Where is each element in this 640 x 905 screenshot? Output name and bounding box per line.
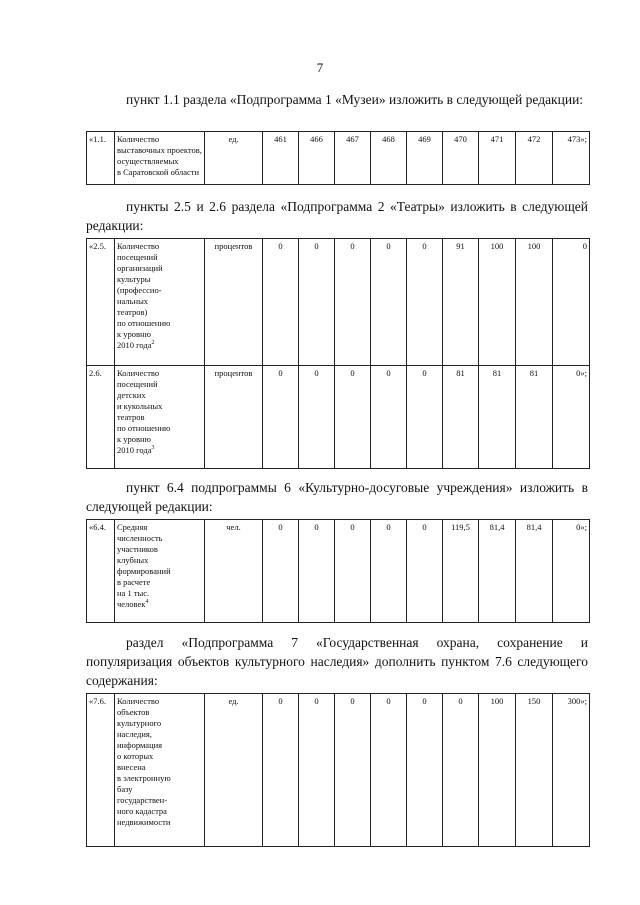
indicator-name-line: объектов bbox=[117, 707, 150, 717]
unit-cell: ед. bbox=[205, 132, 263, 185]
indicator-name-line: театров) bbox=[117, 307, 148, 317]
value-cell: 466 bbox=[299, 132, 335, 185]
indicator-name-line: наследия, bbox=[117, 729, 152, 739]
indicator-name-line: недвижимости bbox=[117, 817, 171, 827]
indicator-name-line: (профессио- bbox=[117, 285, 162, 295]
table-theatres bbox=[86, 238, 590, 469]
value-cell: 91 bbox=[443, 239, 479, 366]
indicator-name-line: нальных bbox=[117, 296, 149, 306]
value-cell: 0 bbox=[371, 520, 407, 623]
unit-cell: процентов bbox=[205, 239, 263, 366]
unit-cell: процентов bbox=[205, 366, 263, 469]
footnote-mark: 2 bbox=[151, 340, 155, 347]
indicator-name-line: посещений bbox=[117, 252, 158, 262]
value-cell: 461 bbox=[263, 132, 299, 185]
indicator-name-line: о которых bbox=[117, 751, 154, 761]
indicator-name-line: в Саратовской области bbox=[117, 167, 200, 177]
paragraph-heritage: раздел «Подпрограмма 7 «Государственная охрана, сохранение и популяризация объектов культурного наследия» дополнить пунктом 7.6 следующего содержания: bbox=[86, 635, 588, 688]
indicator-name bbox=[115, 132, 205, 185]
indicator-name-line: посещений bbox=[117, 379, 158, 389]
row-number: «2.5. bbox=[87, 239, 115, 366]
indicator-name-line: базу bbox=[117, 784, 133, 794]
indicator-name-line: Количество bbox=[117, 134, 160, 144]
indicator-name-line: по отношению bbox=[117, 318, 171, 328]
value-cell: 0 bbox=[263, 366, 299, 469]
value-cell: 0 bbox=[299, 366, 335, 469]
value-cell: 468 bbox=[371, 132, 407, 185]
indicator-name-line: формирований bbox=[117, 566, 171, 576]
indicator-name-line: Количество bbox=[117, 696, 160, 706]
value-cell: 0 bbox=[335, 366, 371, 469]
value-cell: 472 bbox=[516, 132, 553, 185]
paragraph-cultural-centres: пункт 6.4 подпрограммы 6 «Культурно-досуговые учреждения» изложить в следующей редакции: bbox=[86, 480, 588, 514]
paragraph-theatres: пункты 2.5 и 2.6 раздела «Подпрограмма 2 «Театры» изложить в следующей редакции: bbox=[86, 199, 588, 233]
value-cell: 0 bbox=[407, 694, 443, 847]
value-cell: 0 bbox=[335, 520, 371, 623]
value-cell: 100 bbox=[479, 694, 516, 847]
value-cell: 0 bbox=[407, 520, 443, 623]
indicator-name-line: культуры bbox=[117, 274, 151, 284]
value-cell: 0 bbox=[263, 520, 299, 623]
indicator-name-line: 2010 года bbox=[117, 445, 152, 455]
row-number: «1.1. bbox=[87, 132, 115, 185]
indicator-name-line: информация bbox=[117, 740, 163, 750]
table-row bbox=[87, 132, 590, 185]
value-cell: 81 bbox=[479, 366, 516, 469]
table-heritage bbox=[86, 693, 590, 847]
footnote-mark: 3 bbox=[151, 445, 155, 452]
indicator-name-line: и кукольных bbox=[117, 401, 163, 411]
value-cell: 0 bbox=[371, 239, 407, 366]
indicator-name-line: численность bbox=[117, 533, 163, 543]
indicator-name-line: к уровню bbox=[117, 434, 151, 444]
table-cultural-centres bbox=[86, 519, 590, 623]
value-cell: 100 bbox=[516, 239, 553, 366]
indicator-name-line: к уровню bbox=[117, 329, 151, 339]
indicator-name-line: Средняя bbox=[117, 522, 148, 532]
value-cell: 0 bbox=[299, 520, 335, 623]
indicator-name-line: в электронную bbox=[117, 773, 171, 783]
value-cell-last: 0 bbox=[553, 239, 590, 366]
footnote-mark: 4 bbox=[145, 599, 149, 606]
paragraph-museums: пункт 1.1 раздела «Подпрограмма 1 «Музеи» изложить в следующей редакции: bbox=[126, 92, 584, 107]
value-cell: 0 bbox=[263, 694, 299, 847]
indicator-name-line: на 1 тыс. bbox=[117, 588, 150, 598]
indicator-name-line: ного кадастра bbox=[117, 806, 167, 816]
value-cell: 0 bbox=[371, 694, 407, 847]
unit-cell: ед. bbox=[205, 694, 263, 847]
indicator-name-line: 2010 года bbox=[117, 340, 152, 350]
indicator-name-line: организаций bbox=[117, 263, 163, 273]
row-number: «7.6. bbox=[87, 694, 115, 847]
value-cell: 0 bbox=[335, 239, 371, 366]
unit-cell: чел. bbox=[205, 520, 263, 623]
indicator-name-line: внесена bbox=[117, 762, 146, 772]
indicator-name bbox=[115, 239, 205, 366]
value-cell-last: 473»; bbox=[553, 132, 590, 185]
table-museums bbox=[86, 131, 590, 185]
indicator-name bbox=[115, 694, 205, 847]
row-number: «6.4. bbox=[87, 520, 115, 623]
indicator-name-line: театров bbox=[117, 412, 145, 422]
indicator-name-line: человек bbox=[117, 599, 146, 609]
value-cell: 0 bbox=[407, 239, 443, 366]
value-cell: 467 bbox=[335, 132, 371, 185]
indicator-name-line: культурного bbox=[117, 718, 162, 728]
value-cell: 100 bbox=[479, 239, 516, 366]
indicator-name-line: в расчете bbox=[117, 577, 151, 587]
value-cell: 0 bbox=[299, 239, 335, 366]
value-cell: 0 bbox=[299, 694, 335, 847]
indicator-name-line: по отношению bbox=[117, 423, 171, 433]
value-cell-last: 0»; bbox=[553, 520, 590, 623]
table-row bbox=[87, 366, 590, 469]
table-row bbox=[87, 694, 590, 847]
value-cell: 471 bbox=[479, 132, 516, 185]
value-cell: 0 bbox=[443, 694, 479, 847]
table-row bbox=[87, 520, 590, 623]
indicator-name bbox=[115, 366, 205, 469]
value-cell: 150 bbox=[516, 694, 553, 847]
indicator-name-line: Количество bbox=[117, 368, 160, 378]
indicator-name-line: клубных bbox=[117, 555, 149, 565]
indicator-name-line: выставочных проектов, bbox=[117, 145, 202, 155]
indicator-name-line: Количество bbox=[117, 241, 160, 251]
indicator-name bbox=[115, 520, 205, 623]
value-cell: 0 bbox=[335, 694, 371, 847]
indicator-name-line: участников bbox=[117, 544, 158, 554]
indicator-name-line: детских bbox=[117, 390, 146, 400]
value-cell-last: 300»; bbox=[553, 694, 590, 847]
value-cell: 0 bbox=[407, 366, 443, 469]
table-row bbox=[87, 239, 590, 366]
value-cell: 119,5 bbox=[443, 520, 479, 623]
indicator-name-line: осуществляемых bbox=[117, 156, 179, 166]
page-number: 7 bbox=[316, 60, 324, 75]
value-cell: 469 bbox=[407, 132, 443, 185]
value-cell: 81,4 bbox=[479, 520, 516, 623]
value-cell: 81 bbox=[443, 366, 479, 469]
value-cell: 81,4 bbox=[516, 520, 553, 623]
indicator-name-line: государствен- bbox=[117, 795, 168, 805]
value-cell-last: 0»; bbox=[553, 366, 590, 469]
value-cell: 0 bbox=[263, 239, 299, 366]
value-cell: 470 bbox=[443, 132, 479, 185]
row-number: 2.6. bbox=[87, 366, 115, 469]
value-cell: 0 bbox=[371, 366, 407, 469]
value-cell: 81 bbox=[516, 366, 553, 469]
